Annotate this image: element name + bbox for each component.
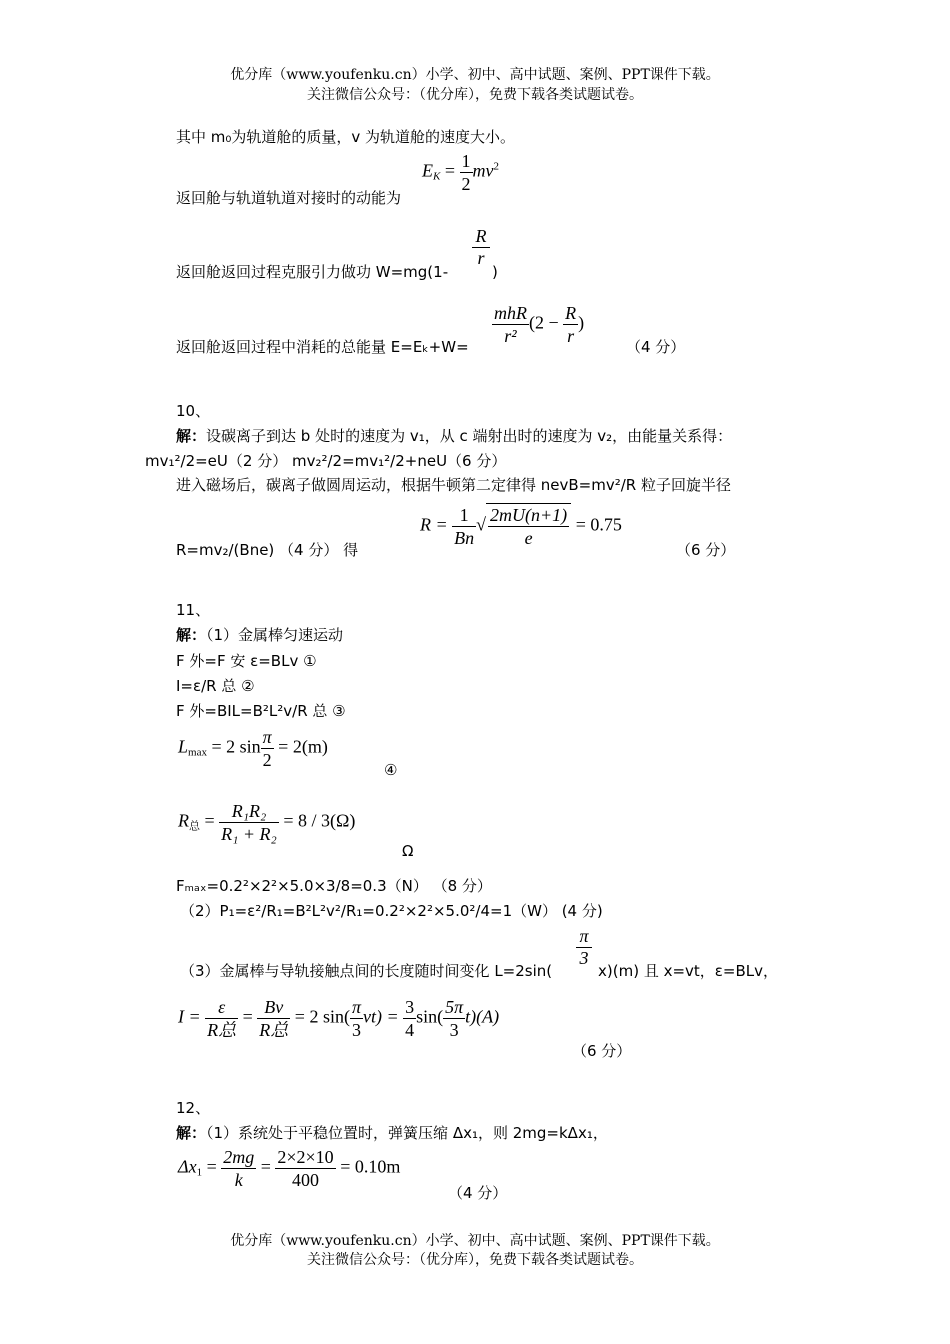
total-resistance-formula: $R_总$ = $\frac{\text{R₁R₂}}{\text{R₁ + R₂}}$ = 8 / 3(Ω) xyxy=(178,801,356,844)
text-line: I=ε/R 总 ② xyxy=(176,677,255,695)
text-line: F 外=BIL=B²L²v/R 总 ③ xyxy=(176,702,346,720)
score: （4 分） xyxy=(626,338,686,356)
text-line: （3）金属棒与导轨接触点间的长度随时间变化 L=2sin( xyxy=(180,962,553,980)
header-line-2: 关注微信公众号：（优分库），免费下载各类试题试卷。 xyxy=(307,87,643,103)
pi-over-3-fraction: π 3 xyxy=(576,926,592,969)
text-line: Fₘₐₓ=0.2²×2²×5.0×3/8=0.3（N） （8 分） xyxy=(176,877,492,895)
radius-formula: R = $\frac{1}{Bn}$ √ $\frac{2mU(n+1)}{e}$ = 0.75 xyxy=(420,505,622,548)
spring-compression-formula: $\Delta x_1$ = $\frac{2mg}{k}$ = $\frac{2\times 2\times 10}{400}$ = 0.10m xyxy=(178,1147,401,1190)
text-line: ) xyxy=(492,263,498,281)
text-line: 返回舱返回过程中消耗的总能量 E=Eₖ+W= xyxy=(176,338,469,356)
footer-line-2: 关注微信公众号：（优分库），免费下载各类试题试卷。 xyxy=(307,1252,643,1268)
text-line: mv₁²/2=eU（2 分） mv₂²/2=mv₁²/2+neU（6 分） xyxy=(145,452,507,470)
text-line: 进入磁场后，碳离子做圆周运动，根据牛顿第二定律得 nevB=mv²/R 粒子回旋半径 xyxy=(176,476,731,494)
text-line: 解：（1）系统处于平稳位置时，弹簧压缩 Δx₁，则 2mg=kΔx₁， xyxy=(176,1124,608,1142)
text-line: （2）P₁=ε²/R₁=B²L²v²/R₁=0.2²×2²×5.0²/4=1（W） (4 分) xyxy=(180,902,603,920)
text-line: 返回舱返回过程克服引力做功 W=mg(1- xyxy=(176,263,449,281)
text-line: R=mv₂/(Bne) （4 分） 得 xyxy=(176,541,359,559)
current-formula: I = $\frac{\varepsilon}{\text{R总}}$ = $\frac{Bv}{\text{R总}}$ = 2 sin( $\frac{\pi}{3}$ vt) = $\frac{3}{4}$ sin( $\frac{5\pi}{3}$ t)(A) xyxy=(178,997,500,1040)
header-line-1: 优分库（www.youfenku.cn）小学、初中、高中试题、案例、PPT课件下载。 xyxy=(230,67,720,83)
lmax-formula: $L_{max} = 2$ sin $\frac{\pi}{2}$ = 2(m) xyxy=(178,727,328,770)
text-line: F 外=F 安 ε=BLv ① xyxy=(176,652,317,670)
score: （6 分） xyxy=(676,541,736,559)
question-number: 12、 xyxy=(176,1099,211,1117)
score: （4 分） xyxy=(448,1184,508,1202)
text-line: x)(m) 且 x=vt，ε=BLv， xyxy=(598,962,778,980)
footer-line-1: 优分库（www.youfenku.cn）小学、初中、高中试题、案例、PPT课件下载。 xyxy=(230,1233,720,1249)
total-energy-formula: $\frac{\text{mhR}}{\text{r²}}$ (2 − $\frac{R}{r}$ ) xyxy=(494,303,585,346)
ohm-symbol: Ω xyxy=(402,842,414,860)
r-fraction: R r xyxy=(472,226,490,269)
kinetic-energy-formula: $E_K$ = $\frac{1}{2}$ $mv^2$ xyxy=(422,151,499,194)
question-number: 11、 xyxy=(176,601,211,619)
circled-number: ④ xyxy=(384,761,398,779)
score: （6 分） xyxy=(572,1042,632,1060)
question-number: 10、 xyxy=(176,402,211,420)
text-line: 其中 m₀为轨道舱的质量，v 为轨道舱的速度大小。 xyxy=(176,128,516,146)
text-line: 解：设碳离子到达 b 处时的速度为 v₁，从 c 端射出时的速度为 v₂，由能量关系得： xyxy=(176,427,733,445)
text-line: 返回舱与轨道轨道对接时的动能为 xyxy=(176,189,402,207)
text-line: 解：（1）金属棒匀速运动 xyxy=(176,626,344,644)
